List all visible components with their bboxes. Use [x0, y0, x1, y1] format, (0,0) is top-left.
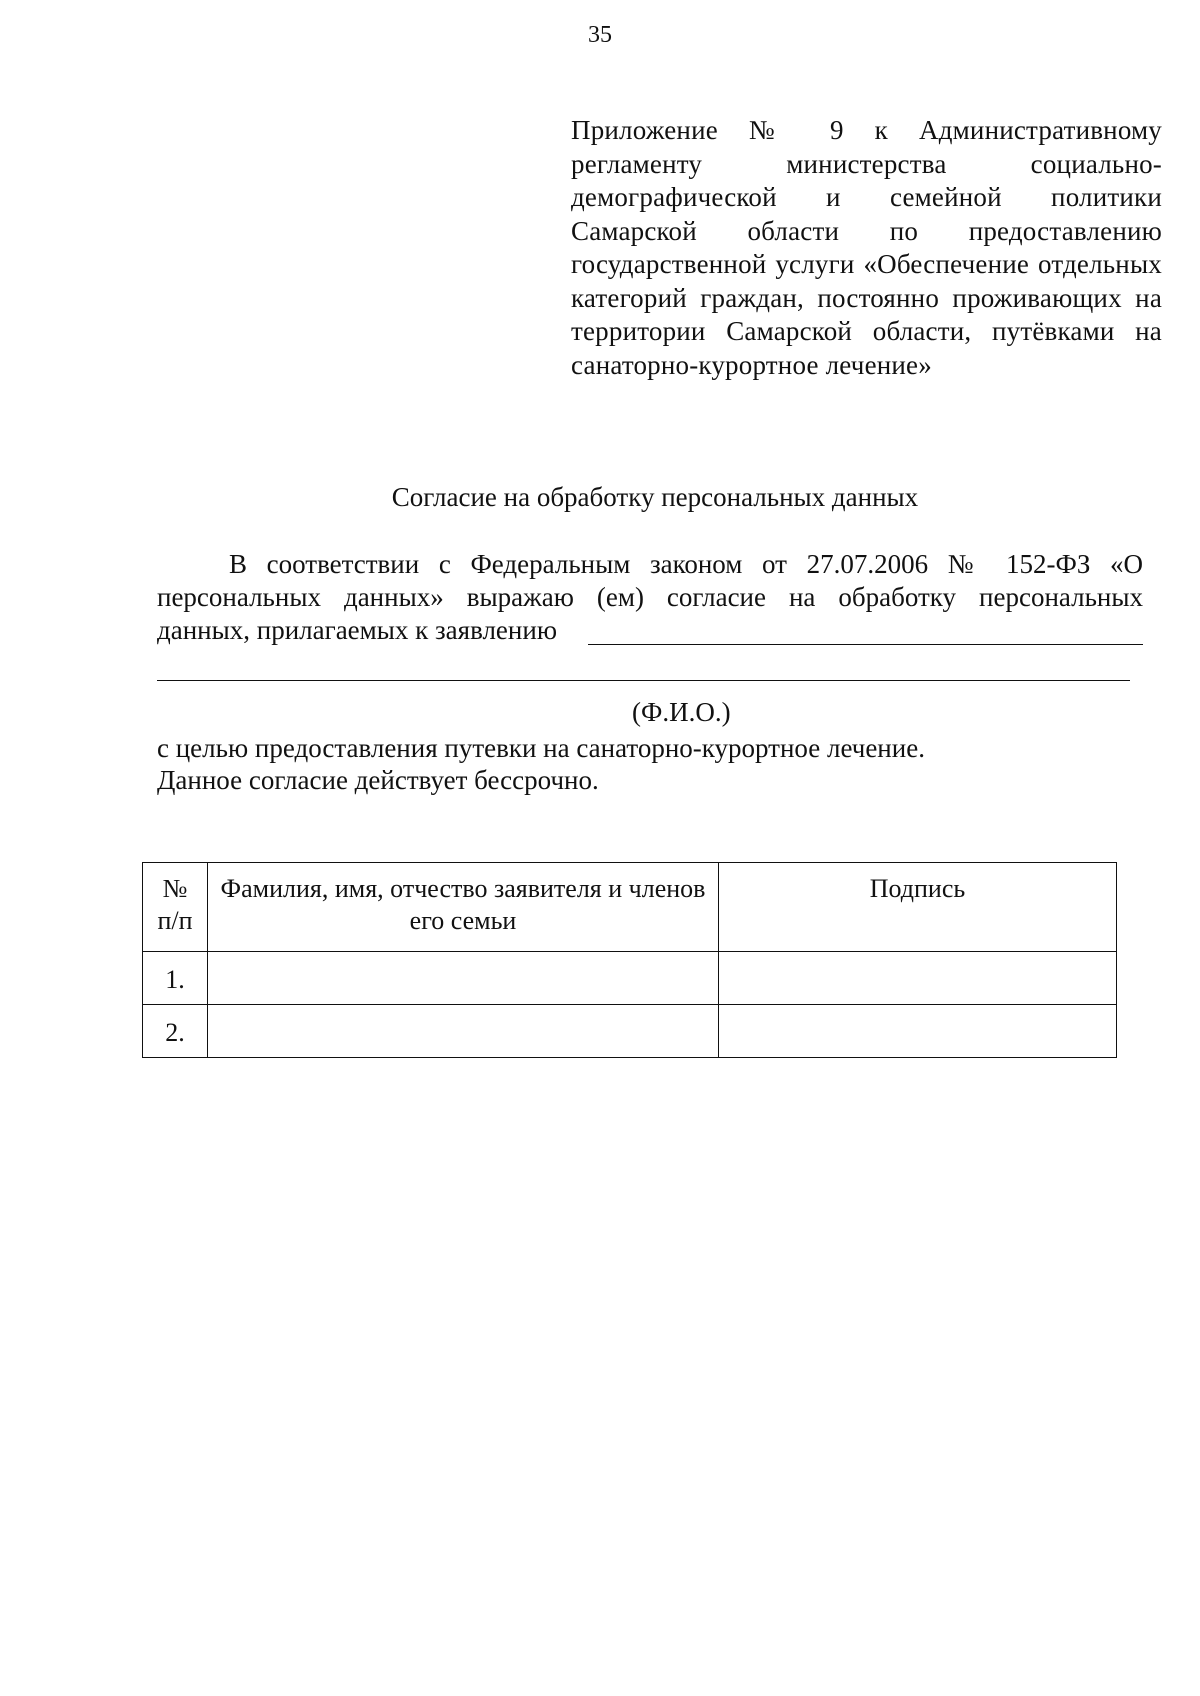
row-num: 1.	[143, 952, 208, 1005]
fio-caption: (Ф.И.О.)	[632, 697, 731, 727]
row-signature-cell[interactable]	[719, 952, 1117, 1005]
row-signature-cell[interactable]	[719, 1005, 1117, 1058]
consent-purpose: с целью предоставления путевки на санаторно-курортное лечение.	[157, 733, 925, 763]
table-header-row	[143, 863, 1117, 952]
fio-fill-line[interactable]	[588, 644, 1143, 645]
row-num: 2.	[143, 1005, 208, 1058]
consent-validity: Данное согласие действует бессрочно.	[157, 765, 599, 795]
signers-table	[142, 862, 1117, 1058]
header-signature: Подпись	[719, 863, 1117, 952]
table-row	[143, 952, 1117, 1005]
consent-body-continuation: данных, прилагаемых к заявлению	[157, 615, 557, 645]
header-num: № п/п	[143, 863, 208, 952]
table-row	[143, 1005, 1117, 1058]
row-name-cell[interactable]	[208, 1005, 719, 1058]
consent-body-text: В соответствии с Федеральным законом от 27.07.2006 № 152-ФЗ «О персональных данных» выражаю (ем) согласие на обработку персональных	[157, 549, 1143, 612]
page-number: 35	[588, 22, 612, 48]
header-name: Фамилия, имя, отчество заявителя и членов его семьи	[208, 863, 719, 952]
appendix-note: Приложение № 9 к Административному регламенту министерства социально-демографической и семейной политики Самарской области по предоставлению государственной услуги «Обеспечение отдельных категорий граждан, постоянно проживающих на территории Самарской области, путёвками на санаторно-курортное лечение»	[571, 115, 1162, 380]
fio-fill-line-2[interactable]	[157, 680, 1130, 681]
consent-title: Согласие на обработку персональных данных	[391, 482, 919, 512]
row-name-cell[interactable]	[208, 952, 719, 1005]
